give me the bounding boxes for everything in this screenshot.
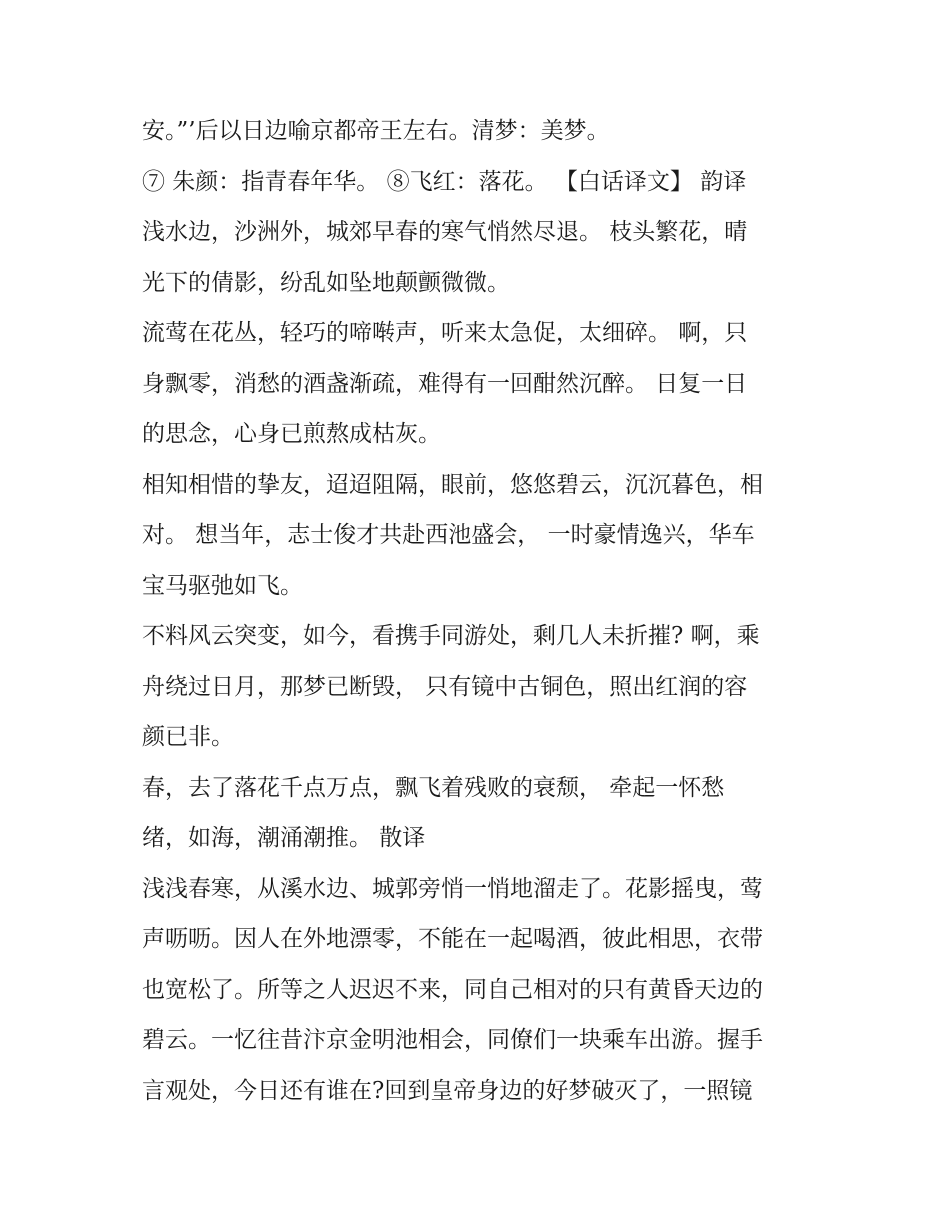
text-line: 声呖呖。因人在外地漂零，不能在一起喝酒，彼此相思，衣带 bbox=[142, 926, 763, 952]
text-line: 也宽松了。所等之人迟迟不来，同自己相对的只有黄昏天边的 bbox=[142, 976, 763, 1003]
document-body bbox=[142, 106, 822, 1116]
text-line: 光下的倩影，纷乱如坠地颠颤微微。 bbox=[142, 269, 510, 296]
text-line: 春，去了落花千点万点，飘飞着残败的衰颓， 牵起一怀愁 bbox=[142, 774, 725, 801]
text-line: 绪，如海，潮涌潮推。 散译 bbox=[142, 825, 426, 851]
text-line: 颜已非。 bbox=[142, 724, 234, 750]
text-line: 不料风云突变，如今，看携手同游处，剩几人未折摧? 啊，乘 bbox=[142, 623, 760, 649]
text-line: ⑦ 朱颜：指青春年华。 ⑧飞红：落花。 【白话译文】 韵译 bbox=[142, 168, 747, 195]
text-line: 浅水边，沙洲外，城郊早春的寒气悄然尽退。 枝头繁花，晴 bbox=[142, 219, 748, 245]
text-line: 浅浅春寒，从溪水边、城郭旁悄一悄地溜走了。花影摇曳，莺 bbox=[142, 875, 763, 902]
text-line: 对。 想当年，志士俊才共赴西池盛会， 一时豪情逸兴，华车 bbox=[142, 522, 755, 548]
text-line: 宝马驱弛如飞。 bbox=[142, 572, 303, 599]
text-line: 相知相惜的挚友，迢迢阻隔，眼前，悠悠碧云，沉沉暮色，相 bbox=[142, 471, 763, 498]
text-line: 舟绕过日月，那梦已断毁， 只有镜中古铜色，照出红润的容 bbox=[142, 673, 748, 700]
text-line: 碧云。一忆往昔汴京金明池相会，同僚们一块乘车出游。握手 bbox=[142, 1027, 763, 1053]
text-line: 言观处，今日还有谁在?回到皇帝身边的好梦破灭了，一照镜 bbox=[142, 1077, 753, 1104]
text-line: 的思念，心身已煎熬成枯灰。 bbox=[142, 421, 441, 447]
text-line: 身飘零，消愁的酒盏渐疏，难得有一回酣然沉醉。 日复一日 bbox=[142, 370, 748, 397]
text-line: 安。”’后以日边喻京都帝王左右。清梦：美梦。 bbox=[142, 118, 610, 144]
text-line: 流莺在花丛，轻巧的啼啭声，听来太急促，太细碎。 啊，只 bbox=[142, 320, 748, 346]
